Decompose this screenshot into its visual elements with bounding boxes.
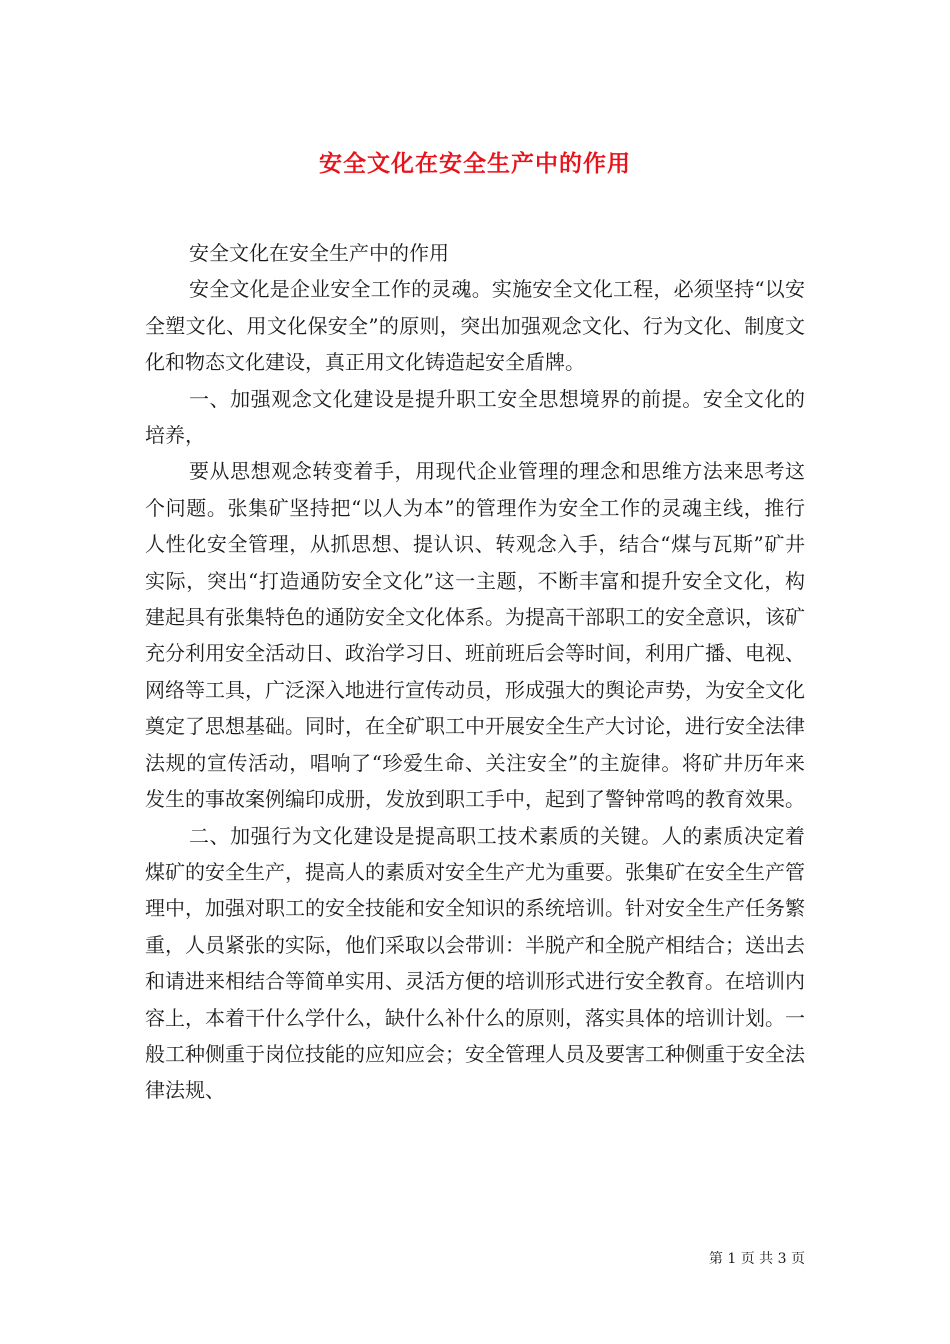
- paragraph-section-1-heading: 一、加强观念文化建设是提升职工安全思想境界的前提。安全文化的培养，: [145, 386, 805, 448]
- document-subtitle: 安全文化在安全生产中的作用: [189, 241, 449, 265]
- page-indicator: 第 1 页 共 3 页: [708, 1251, 805, 1267]
- paragraph-intro: 安全文化是企业安全工作的灵魂。实施安全文化工程，必须坚持“以安全塑文化、用文化保安全”的原则，突出加强观念文化、行为文化、制度文化和物态文化建设，真正用文化铸造起安全盾牌。: [145, 277, 805, 375]
- page-title: 安全文化在安全生产中的作用: [319, 151, 631, 178]
- paragraph-section-1-body: 要从思想观念转变着手，用现代企业管理的理念和思维方法来思考这个问题。张集矿坚持把“以人为本”的管理作为安全工作的灵魂主线，推行人性化安全管理，从抓思想、提认识、转观念入手，结合“煤与瓦斯”矿井实际，突出“打造通防安全文化”这一主题，不断丰富和提升安全文化，构建起具有张集特色的通防安全文化体系。为提高干部职工的安全意识，该矿充分利用安全活动日、政治学习日、班前班后会等时间，利用广播、电视、网络等工具，广泛深入地进行宣传动员，形成强大的舆论声势，为安全文化奠定了思想基础。同时，在全矿职工中开展安全生产大讨论，进行安全法律法规的宣传活动，唱响了“珍爱生命、关注安全”的主旋律。将矿井历年来发生的事故案例编印成册，发放到职工手中，起到了警钟常鸣的教育效果。: [145, 459, 805, 812]
- document-body: [145, 235, 805, 1109]
- paragraph-section-2: 二、加强行为文化建设是提高职工技术素质的关键。人的素质决定着煤矿的安全生产，提高人的素质对安全生产尤为重要。张集矿在安全生产管理中，加强对职工的安全技能和安全知识的系统培训。针对安全生产任务繁重，人员紧张的实际，他们采取以会带训：半脱产和全脱产相结合；送出去和请进来相结合等简单实用、灵活方便的培训形式进行安全教育。在培训内容上，本着干什么学什么，缺什么补什么的原则，落实具体的培训计划。一般工种侧重于岗位技能的应知应会；安全管理人员及要害工种侧重于安全法律法规、: [145, 823, 805, 1103]
